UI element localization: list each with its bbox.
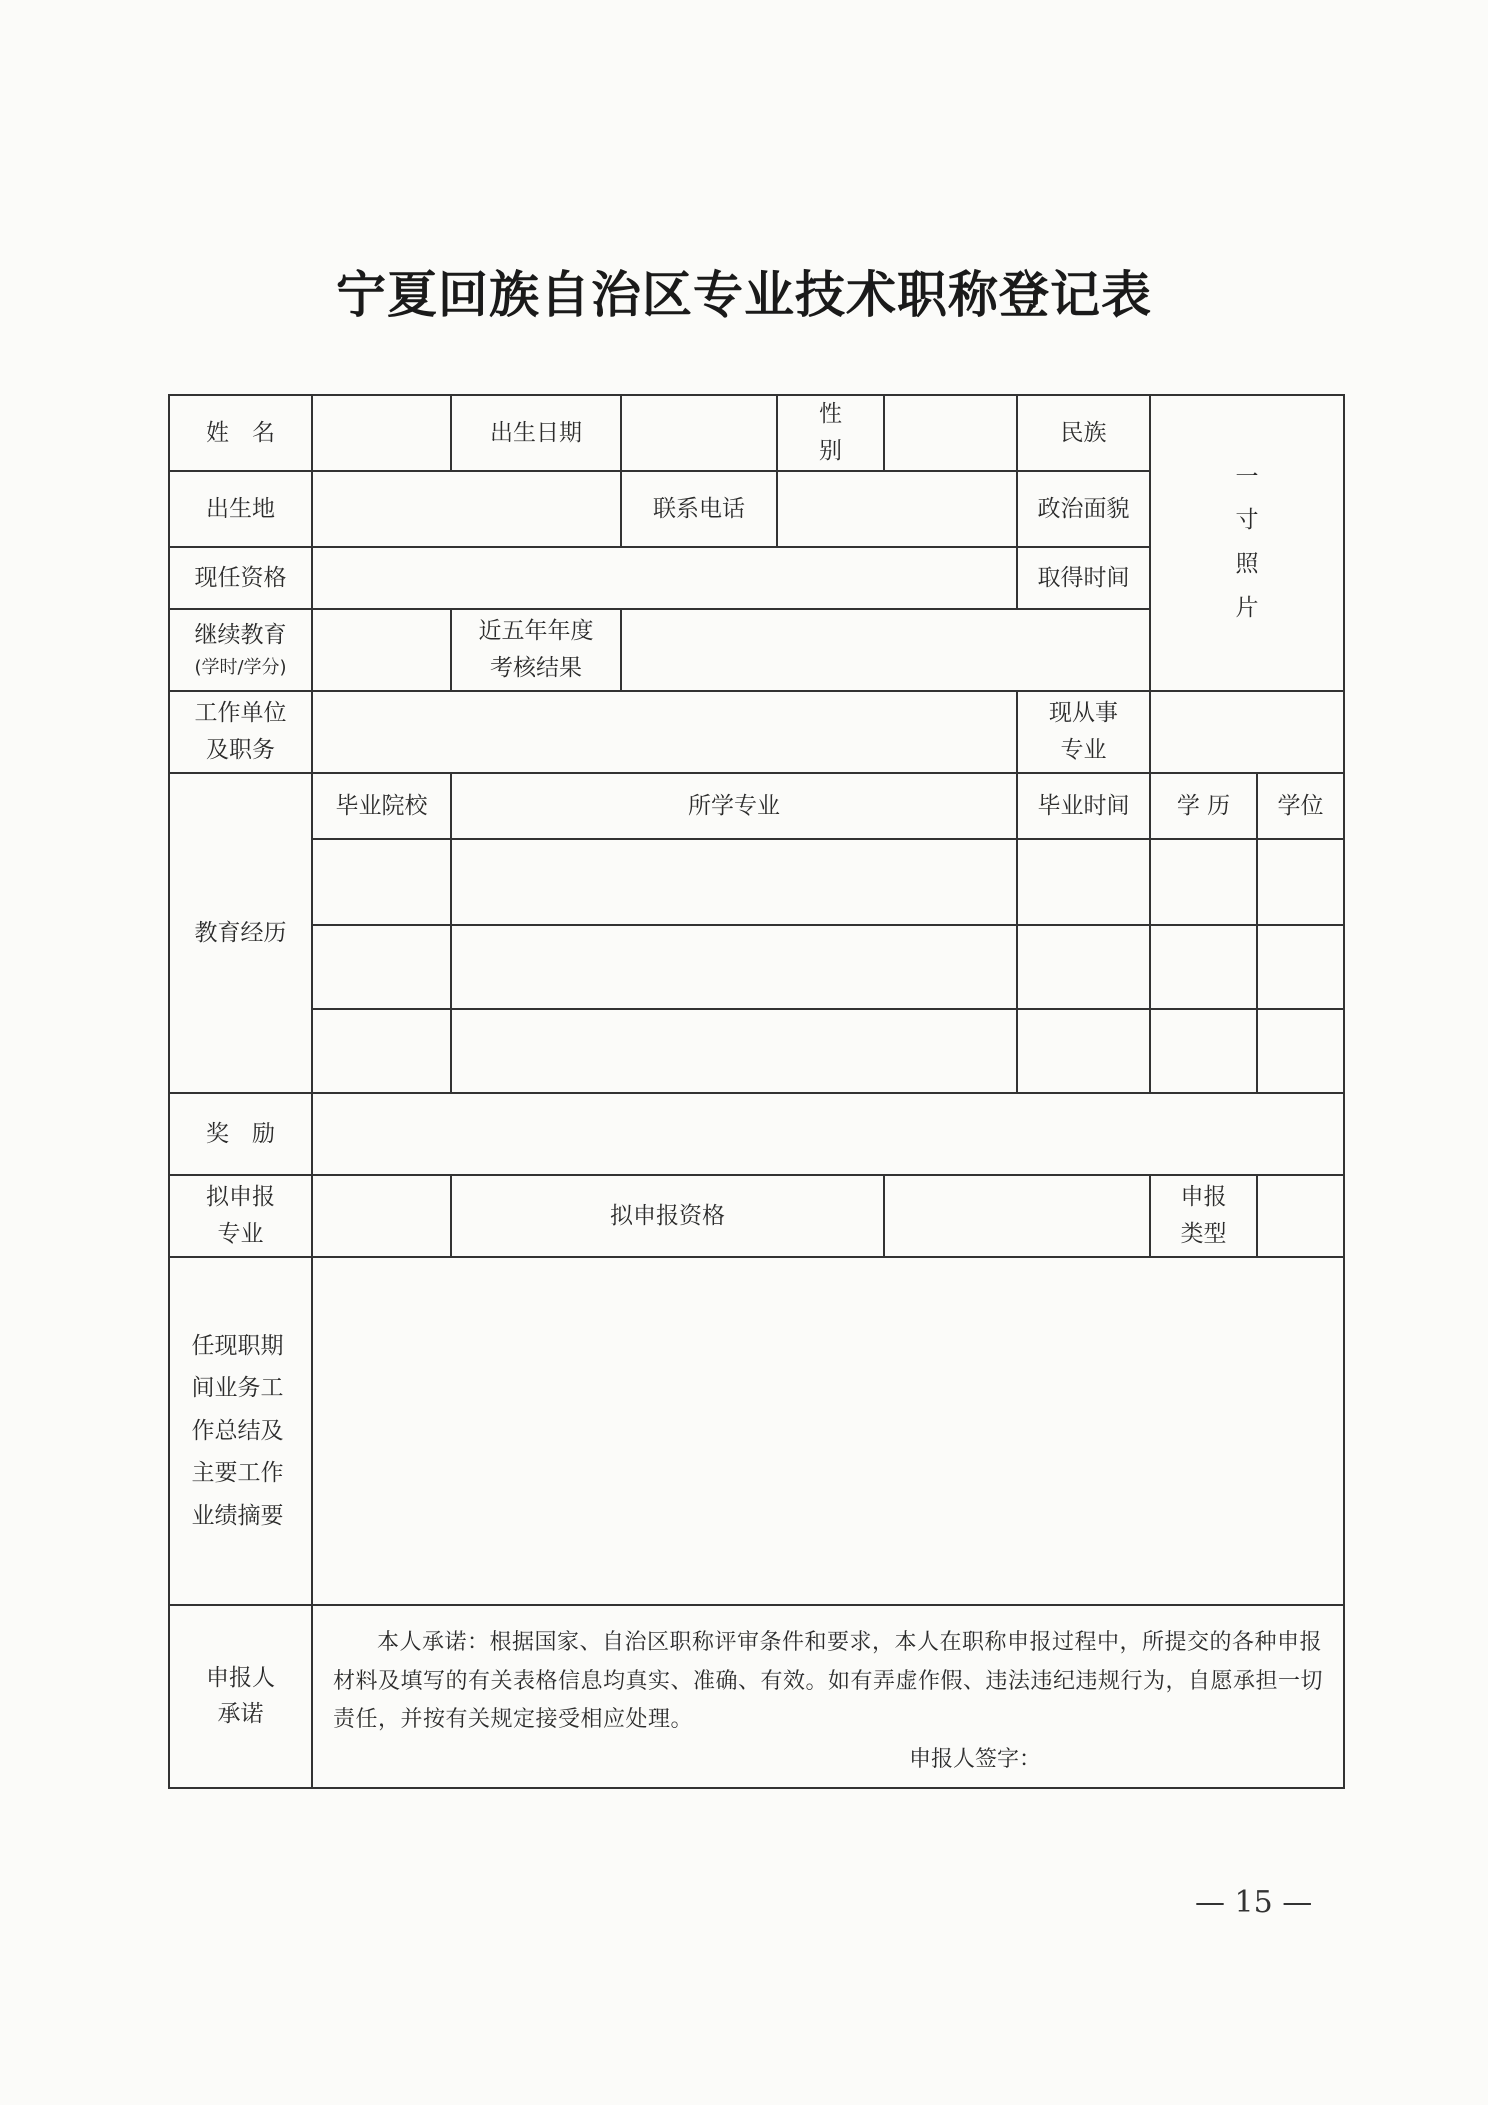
- label-graduation-time: 毕业时间: [1017, 773, 1150, 839]
- phone-field[interactable]: [777, 471, 1017, 547]
- label-degree: 学位: [1257, 773, 1344, 839]
- label-ethnicity: 民族: [1017, 395, 1150, 471]
- label-name: 姓 名: [169, 395, 312, 471]
- label-assessment: [451, 609, 621, 691]
- label-proposed-qualification: 拟申报资格: [451, 1175, 884, 1257]
- form-title: 宁夏回族自治区专业技术职称登记表: [336, 265, 1152, 324]
- label-work-summary: [169, 1257, 312, 1605]
- edu-degree-field-2[interactable]: [1257, 925, 1344, 1009]
- label-major-studied: 所学专业: [451, 773, 1017, 839]
- label-work-unit: [169, 691, 312, 773]
- label-education-level: 学 历: [1150, 773, 1257, 839]
- label-political-status: 政治面貌: [1017, 471, 1150, 547]
- label-work-summary-text: 任现职期间业务工作总结及主要工作业绩摘要: [191, 1332, 284, 1529]
- edu-level-field-3[interactable]: [1150, 1009, 1257, 1093]
- gender-field[interactable]: [884, 395, 1017, 471]
- edu-degree-field-1[interactable]: [1257, 839, 1344, 925]
- label-awards: 奖 励: [169, 1093, 312, 1175]
- awards-field[interactable]: [312, 1093, 1344, 1175]
- label-applicant-commitment: [169, 1605, 312, 1788]
- edu-school-field-3[interactable]: [312, 1009, 451, 1093]
- birth-date-field[interactable]: [621, 395, 777, 471]
- proposed-major-field[interactable]: [312, 1175, 451, 1257]
- label-application-type-text: 申报类型: [1180, 1184, 1227, 1247]
- edu-time-field-3[interactable]: [1017, 1009, 1150, 1093]
- edu-level-field-1[interactable]: [1150, 839, 1257, 925]
- label-birth-date: 出生日期: [451, 395, 621, 471]
- label-phone: 联系电话: [621, 471, 777, 547]
- label-application-type: [1150, 1175, 1257, 1257]
- edu-level-field-2[interactable]: [1150, 925, 1257, 1009]
- assessment-field[interactable]: [621, 609, 1150, 691]
- label-proposed-major-text: 拟申报专业: [206, 1184, 275, 1247]
- current-major-field[interactable]: [1150, 691, 1344, 773]
- photo-label: 一寸照片: [1235, 463, 1259, 621]
- edu-major-field-1[interactable]: [451, 839, 1017, 925]
- birthplace-field[interactable]: [312, 471, 621, 547]
- label-proposed-major: [169, 1175, 312, 1257]
- proposed-qualification-field[interactable]: [884, 1175, 1150, 1257]
- photo-box[interactable]: [1150, 395, 1344, 691]
- label-work-unit-text: 工作单位及职务: [194, 700, 287, 763]
- edu-time-field-1[interactable]: [1017, 839, 1150, 925]
- label-gender: [777, 395, 884, 471]
- label-current-major-text: 现从事专业: [1049, 700, 1118, 763]
- edu-school-field-2[interactable]: [312, 925, 451, 1009]
- page-number: — 15 —: [1195, 1885, 1313, 1920]
- label-assessment-text: 近五年年度考核结果: [478, 618, 594, 681]
- continuing-education-cell: [169, 609, 312, 691]
- label-education-history: 教育经历: [169, 773, 312, 1093]
- name-field[interactable]: [312, 395, 451, 471]
- work-summary-field[interactable]: [312, 1257, 1344, 1605]
- edu-major-field-3[interactable]: [451, 1009, 1017, 1093]
- label-current-major: [1017, 691, 1150, 773]
- commitment-text: 本人承诺：根据国家、自治区职称评审条件和要求，本人在职称申报过程中，所提交的各种申报材料及填写的有关表格信息均真实、准确、有效。如有弄虚作假、违法违纪违规行为，自愿承担一切责任，并按有关规定接受相应处理。: [333, 1630, 1324, 1732]
- edu-major-field-2[interactable]: [451, 925, 1017, 1009]
- edu-degree-field-3[interactable]: [1257, 1009, 1344, 1093]
- current-qualification-field[interactable]: [312, 547, 1017, 609]
- label-current-qualification: 现任资格: [169, 547, 312, 609]
- signature-label: 申报人签字：: [908, 1746, 1041, 1772]
- work-unit-field[interactable]: [312, 691, 1017, 773]
- edu-school-field-1[interactable]: [312, 839, 451, 925]
- continuing-education-field[interactable]: [312, 609, 451, 691]
- label-birthplace: 出生地: [169, 471, 312, 547]
- commitment-cell: [312, 1605, 1344, 1788]
- application-type-field[interactable]: [1257, 1175, 1344, 1257]
- label-gender-text: 性别: [819, 401, 842, 464]
- edu-time-field-2[interactable]: [1017, 925, 1150, 1009]
- label-obtained-time: 取得时间: [1017, 547, 1150, 609]
- label-continuing-education-unit: (学时/学分): [194, 657, 287, 678]
- label-graduate-school: 毕业院校: [312, 773, 451, 839]
- label-continuing-education: 继续教育: [194, 622, 287, 649]
- registration-form-table: [168, 394, 1345, 1789]
- label-applicant-commitment-text: 申报人承诺: [206, 1664, 275, 1728]
